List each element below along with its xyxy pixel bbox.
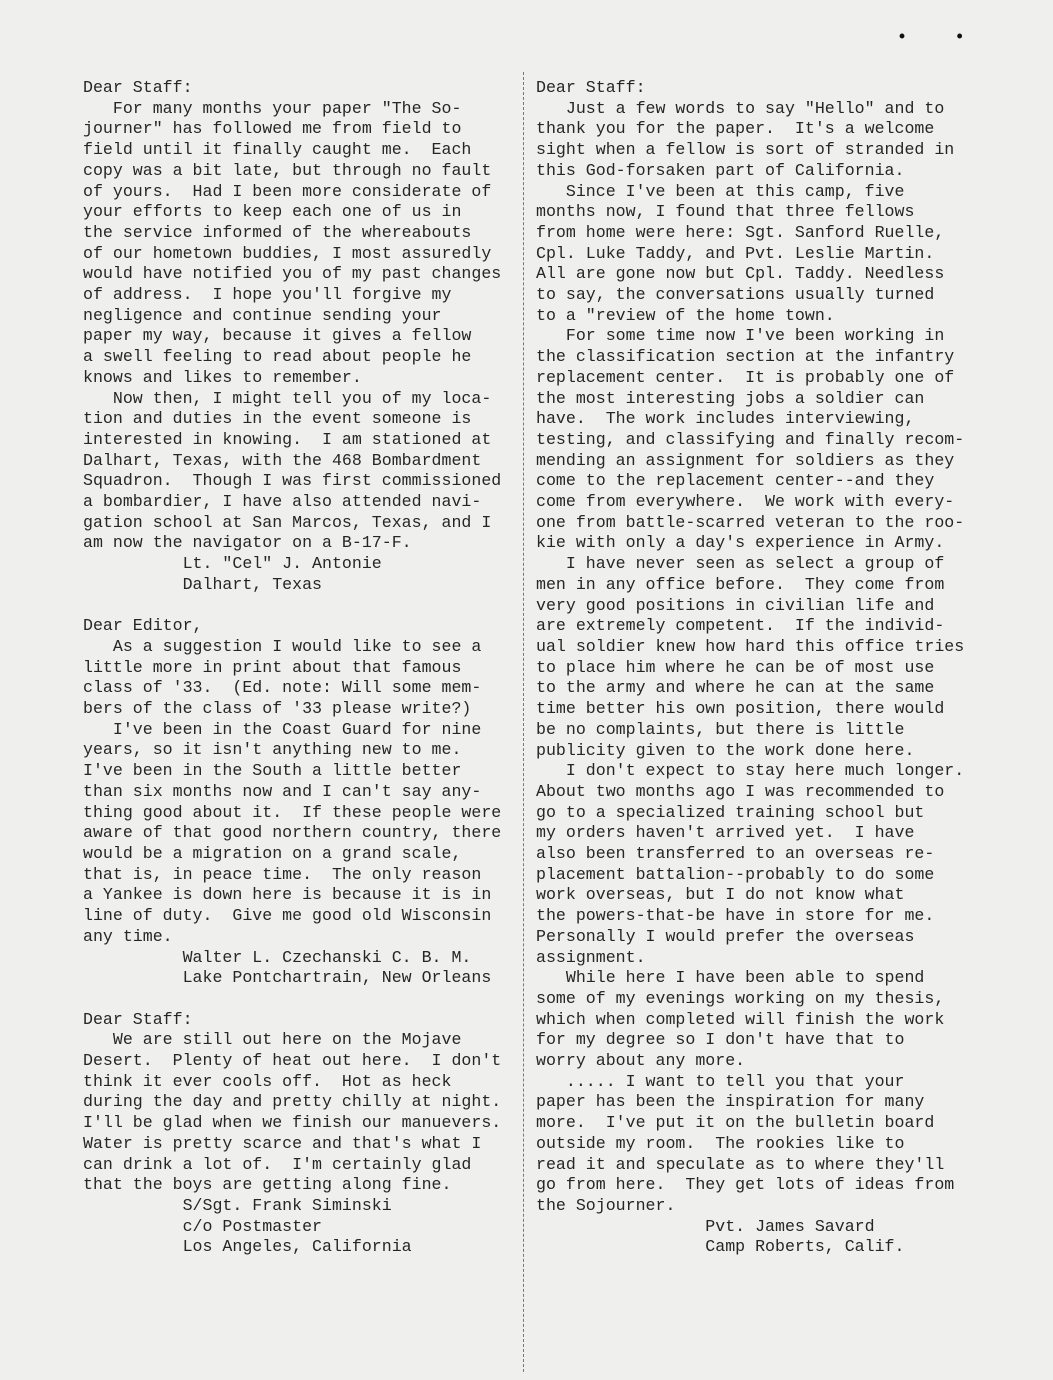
left-column (83, 78, 523, 1279)
page-marks: • • (896, 28, 983, 48)
salutation: Dear Staff: (536, 78, 646, 97)
paragraph: While here I have been able to spend some of my evenings working on my thesis, which when completed will finish the work for my degree so I don't have that to worry about any more. (536, 968, 945, 1071)
salutation: Dear Staff: (83, 78, 193, 97)
salutation: Dear Staff: (83, 1009, 193, 1029)
signature: S/Sgt. Frank Siminski c/o Postmaster Los Angeles, California (182, 1195, 412, 1257)
letter-savard (536, 78, 991, 1258)
paragraph: For many months your paper "The So- journer" has followed me from field to field until it finally caught me. Each copy was a bit late, but through no fault of yours. Had I been more considerate of your efforts to keep each one of us in the service informed of the whereabouts of our hometown buddies, I most assuredly would have notified you of my past changes of address. I hope you'll forgive my negligence and continue sending your paper my way, because it gives a fellow a swell feeling to read about people he knows and likes to remember. (83, 98, 502, 387)
salutation: Dear Editor, (83, 616, 203, 636)
paragraph: As a suggestion I would like to see a little more in print about that famous class of '33. (Ed. note: Will some mem- bers of the class of '33 please write?) (83, 636, 482, 719)
signature: Pvt. James Savard Camp Roberts, Calif. (705, 1216, 905, 1257)
paragraph: I've been in the Coast Guard for nine years, so it isn't anything new to me. I've been in the South a little better than six months now and I can't say any- thing good about it. If these people were aware of that good northern country, there would be a migration on a grand scale, that is, in peace time. The only reason a Yankee is down here is because it is in line of duty. Give me good old Wisconsin any time. (83, 719, 502, 946)
paragraph: For some time now I've been working in the classification section at the infantry replacement center. It is probably one of the most interesting jobs a soldier can have. The work includes interviewing, testing, and classifying and finally recom- mending an assignment for soldiers as they come to the replacement center--and they come from everywhere. We work with every- one from battle-scarred veteran to the roo- kie with only a day's experience in Army. (536, 326, 965, 553)
letter-antonie (83, 78, 523, 596)
paragraph: I don't expect to stay here much longer. About two months ago I was recommended to go to a specialized training school but my orders haven't arrived yet. I have also been transferred to an overseas re- placement battalion--probably to do some work overseas, but I do not know what the powers-that-be have in store for me. Personally I would prefer the overseas assignment. (536, 761, 965, 967)
signature: Lt. "Cel" J. Antonie Dalhart, Texas (182, 554, 382, 594)
paragraph: Now then, I might tell you of my loca- tion and duties in the event someone is interested in knowing. I am stationed at Dalhart, Texas, with the 468 Bombardment Squadron. Though I was first commissioned a bombardier, I have also attended navi- gation school at San Marcos, Texas, and I am now the navigator on a B-17-F. (83, 388, 502, 553)
paragraph: We are still out here on the Mojave Desert. Plenty of heat out here. I don't think it ever cools off. Hot as heck during the day and pretty chilly at night. I'll be glad when we finish our manuevers. Water is pretty scarce and that's what I can drink a lot of. I'm certainly glad that the boys are getting along fine. (83, 1030, 502, 1195)
column-divider (523, 72, 524, 1372)
letter-czechanski (83, 616, 523, 989)
paragraph: Just a few words to say "Hello" and to thank you for the paper. It's a welcome sight when a fellow is sort of stranded in this God-forsaken part of California. (536, 98, 955, 180)
paragraph: Since I've been at this camp, five months now, I found that three fellows from home were here: Sgt. Sanford Ruelle, Cpl. Luke Taddy, and Pvt. Leslie Martin. All are gone now but Cpl. Taddy. Needless to say, the conversations usually turned to a "review of the home town. (536, 181, 945, 325)
paragraph: I have never seen as select a group of men in any office before. They come from very good positions in civilian life and are extremely competent. If the individ- ual soldier knew how hard this office tries to place him where he can be of most use to the army and where he can at the same time better his own position, there would be no complaints, but there is little publicity given to the work done here. (536, 554, 965, 760)
letter-siminski (83, 1010, 523, 1258)
right-column (536, 78, 991, 1279)
signature: Walter L. Czechanski C. B. M. Lake Pontchartrain, New Orleans (182, 947, 492, 988)
paragraph: ..... I want to tell you that your paper has been the inspiration for many more. I've put it on the bulletin board outside my room. The rookies like to read it and speculate as to where they'll go from here. They get lots of ideas from the Sojourner. (536, 1071, 955, 1215)
